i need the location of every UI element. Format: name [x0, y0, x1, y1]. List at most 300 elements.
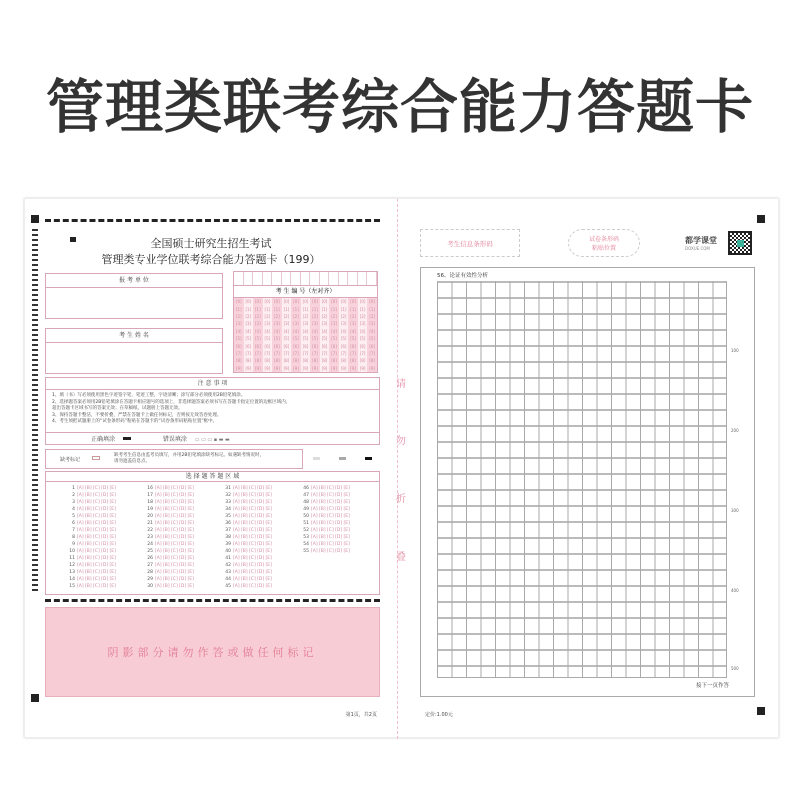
id-digit-bubble[interactable]: [6] [302, 343, 309, 349]
id-digit-bubble[interactable]: [6] [283, 343, 290, 349]
question-number: 42 [225, 563, 231, 568]
question-number: 44 [225, 577, 231, 582]
word-count-marker: 400 [731, 588, 739, 593]
candidate-id-column[interactable] [244, 298, 254, 372]
id-digit-bubble[interactable]: [3] [245, 321, 252, 327]
id-digit-bubble[interactable]: [7] [369, 350, 376, 356]
id-digit-bubble[interactable]: [6] [340, 343, 347, 349]
id-digit-bubble[interactable]: [7] [340, 350, 347, 356]
question-number: 6 [72, 521, 75, 526]
id-digit-bubble[interactable]: [0] [235, 299, 242, 305]
id-digit-bubble[interactable]: [9] [264, 365, 271, 371]
id-digit-bubble[interactable]: [4] [235, 328, 242, 334]
id-digit-bubble[interactable]: [6] [359, 343, 366, 349]
choice-question-row[interactable]: 25 [A] [B] [C] [D] [E] [144, 548, 222, 555]
id-digit-bubble[interactable]: [5] [245, 336, 252, 342]
notice-title: 注 意 事 项 [46, 378, 379, 390]
choice-question-row[interactable]: 33 [A] [B] [C] [D] [E] [222, 499, 300, 506]
candidate-id-column[interactable] [367, 298, 377, 372]
choice-question-row[interactable]: 31 [A] [B] [C] [D] [E] [222, 485, 300, 492]
id-digit-bubble[interactable]: [9] [254, 365, 261, 371]
choice-question-row[interactable]: 10 [A] [B] [C] [D] [E] [66, 548, 144, 555]
id-digit-bubble[interactable]: [4] [312, 328, 318, 334]
choice-question-row[interactable]: 37 [A] [B] [C] [D] [E] [222, 527, 300, 534]
id-digit-bubble[interactable]: [1] [264, 306, 271, 312]
question-number: 32 [225, 493, 231, 498]
id-digit-bubble[interactable]: [7] [283, 350, 290, 356]
id-digit-bubble[interactable]: [1] [283, 306, 290, 312]
question-number: 16 [147, 486, 153, 491]
question-number: 21 [147, 521, 153, 526]
cut-line [45, 599, 380, 602]
id-digit-bubble[interactable]: [0] [293, 299, 299, 305]
id-digit-bubble[interactable]: [8] [235, 358, 242, 364]
id-digit-bubble[interactable]: [5] [293, 336, 299, 342]
choice-question-row[interactable]: 49 [A] [B] [C] [D] [E] [300, 506, 378, 513]
id-digit-bubble[interactable]: [9] [331, 365, 337, 371]
choice-question-row[interactable]: 47 [A] [B] [C] [D] [E] [300, 492, 378, 499]
id-digit-bubble[interactable]: [1] [321, 306, 328, 312]
question-number: 35 [225, 514, 231, 519]
choice-question-row[interactable]: 28 [A] [B] [C] [D] [E] [144, 569, 222, 576]
id-digit-bubble[interactable]: [7] [350, 350, 356, 356]
question-number: 27 [147, 563, 153, 568]
id-digit-bubble[interactable]: [7] [302, 350, 309, 356]
question-number: 25 [147, 549, 153, 554]
id-digit-bubble[interactable]: [6] [331, 343, 337, 349]
choice-question-row[interactable]: 38 [A] [B] [C] [D] [E] [222, 534, 300, 541]
id-digit-bubble[interactable]: [2] [321, 313, 328, 319]
notice-box [45, 377, 380, 445]
id-digit-bubble[interactable]: [9] [274, 365, 280, 371]
choice-column [222, 485, 300, 590]
exam-header-line1: 全国硕士研究生招生考试 [150, 237, 272, 250]
id-digit-bubble[interactable]: [1] [359, 306, 366, 312]
candidate-id-column[interactable] [234, 298, 244, 372]
answer-sheet [24, 198, 779, 738]
id-digit-bubble[interactable]: [2] [359, 313, 366, 319]
page-banner-title: 管理类联考综合能力答题卡 [45, 73, 754, 141]
id-digit-bubble[interactable]: [8] [283, 358, 290, 364]
id-digit-bubble[interactable]: [1] [350, 306, 356, 312]
id-digit-bubble[interactable]: [8] [264, 358, 271, 364]
choice-question-row[interactable]: 34 [A] [B] [C] [D] [E] [222, 506, 300, 513]
question-number: 15 [69, 584, 75, 589]
id-digit-bubble[interactable]: [9] [340, 365, 347, 371]
wrong-fill-label: 错误填涂 [162, 436, 187, 443]
id-digit-bubble[interactable]: [5] [235, 336, 242, 342]
id-digit-bubble[interactable]: [9] [312, 365, 318, 371]
word-count-marker: 300 [731, 508, 739, 513]
absent-mark-instructions: 缺考考生信息由监考员填写，并用2B铅笔填涂缺考标记。如遇缺考情况时，请勿遮盖信息点。 [114, 453, 264, 464]
choice-question-row[interactable]: 16 [A] [B] [C] [D] [E] [144, 485, 222, 492]
id-digit-bubble[interactable]: [4] [293, 328, 299, 334]
choice-question-row[interactable]: 42 [A] [B] [C] [D] [E] [222, 562, 300, 569]
id-digit-bubble[interactable]: [7] [235, 350, 242, 356]
notice-item: 1、填（书）写必须使用黑色字迹签字笔，笔迹工整，字迹清晰；涂写部分必须使用2B铅笔填涂。 [52, 393, 246, 398]
id-digit-bubble[interactable]: [2] [264, 313, 271, 319]
cut-line [45, 219, 380, 222]
id-digit-bubble[interactable]: [9] [369, 365, 376, 371]
choice-question-row[interactable]: 43 [A] [B] [C] [D] [E] [222, 569, 300, 576]
choice-question-row[interactable]: 19 [A] [B] [C] [D] [E] [144, 506, 222, 513]
id-digit-bubble[interactable]: [3] [274, 321, 280, 327]
id-digit-bubble[interactable]: [4] [321, 328, 328, 334]
id-digit-bubble[interactable]: [9] [235, 365, 242, 371]
choice-question-row[interactable]: 18 [A] [B] [C] [D] [E] [144, 499, 222, 506]
question-number: 41 [225, 556, 231, 561]
id-digit-bubble[interactable]: [3] [321, 321, 328, 327]
choice-question-row[interactable]: 46 [A] [B] [C] [D] [E] [300, 485, 378, 492]
question-number: 11 [69, 556, 75, 561]
scan-mark [313, 457, 320, 460]
choice-question-row[interactable]: 7 [A] [B] [C] [D] [E] [66, 527, 144, 534]
choice-question-row[interactable]: 55 [A] [B] [C] [D] [E] [300, 548, 378, 555]
id-digit-bubble[interactable]: [4] [245, 328, 252, 334]
id-digit-bubble[interactable]: [4] [302, 328, 309, 334]
id-digit-bubble[interactable]: [3] [235, 321, 242, 327]
question-number: 29 [147, 577, 153, 582]
candidate-id-bubbles[interactable] [234, 298, 377, 372]
choice-question-row[interactable]: 5 [A] [B] [C] [D] [E] [66, 513, 144, 520]
id-digit-bubble[interactable]: [5] [321, 336, 328, 342]
choice-question-row[interactable]: 35 [A] [B] [C] [D] [E] [222, 513, 300, 520]
id-digit-bubble[interactable]: [4] [264, 328, 271, 334]
candidate-name-label: 考 生 姓 名 [46, 329, 222, 343]
id-digit-bubble[interactable]: [5] [350, 336, 356, 342]
id-digit-bubble[interactable]: [7] [254, 350, 261, 356]
candidate-id-column[interactable] [253, 298, 263, 372]
id-digit-bubble[interactable]: [2] [312, 313, 318, 319]
id-digit-bubble[interactable]: [5] [312, 336, 318, 342]
answer-sheet-page-2 [400, 199, 780, 739]
choice-question-row[interactable]: 27 [A] [B] [C] [D] [E] [144, 562, 222, 569]
choice-question-row[interactable]: 12 [A] [B] [C] [D] [E] [66, 562, 144, 569]
correct-fill-label: 正确填涂 [91, 436, 116, 443]
scan-mark [365, 457, 372, 460]
choice-question-row[interactable]: 6 [A] [B] [C] [D] [E] [66, 520, 144, 527]
question-number: 45 [225, 584, 231, 589]
choice-question-row[interactable]: 23 [A] [B] [C] [D] [E] [144, 534, 222, 541]
choice-question-row[interactable]: 54 [A] [B] [C] [D] [E] [300, 541, 378, 548]
question-number: 26 [147, 556, 153, 561]
id-digit-bubble[interactable]: [2] [274, 313, 280, 319]
choice-question-row[interactable]: 20 [A] [B] [C] [D] [E] [144, 513, 222, 520]
essay-grid[interactable] [437, 281, 727, 678]
choice-question-row[interactable]: 22 [A] [B] [C] [D] [E] [144, 527, 222, 534]
exam-header-line2: 管理类专业学位联考综合能力答题卡（199） [101, 253, 321, 266]
choice-question-row[interactable]: 29 [A] [B] [C] [D] [E] [144, 576, 222, 583]
id-digit-bubble[interactable]: [9] [350, 365, 356, 371]
question-number: 43 [225, 570, 231, 575]
id-digit-bubble[interactable]: [0] [264, 299, 271, 305]
id-digit-bubble[interactable]: [1] [331, 306, 337, 312]
id-digit-bubble[interactable]: [2] [331, 313, 337, 319]
id-digit-bubble[interactable]: [2] [254, 313, 261, 319]
brand-name: 都学课堂 [685, 236, 717, 245]
id-digit-bubble[interactable]: [5] [274, 336, 280, 342]
candidate-id-write-cells[interactable] [234, 272, 377, 286]
candidate-id-column[interactable] [348, 298, 358, 372]
id-digit-bubble[interactable]: [8] [274, 358, 280, 364]
id-digit-bubble[interactable]: [9] [245, 365, 252, 371]
question-number: 36 [225, 521, 231, 526]
id-digit-bubble[interactable]: [1] [274, 306, 280, 312]
multiple-choice-title: 选 择 题 答 题 区 域 [46, 472, 379, 482]
id-digit-bubble[interactable]: [5] [359, 336, 366, 342]
id-digit-bubble[interactable]: [9] [293, 365, 299, 371]
choice-question-row[interactable]: 1 [A] [B] [C] [D] [E] [66, 485, 144, 492]
id-digit-bubble[interactable]: [0] [254, 299, 261, 305]
absent-mark-bubble[interactable] [92, 456, 100, 460]
choice-question-row[interactable]: 2 [A] [B] [C] [D] [E] [66, 492, 144, 499]
candidate-id-column[interactable] [310, 298, 320, 372]
question-number: 33 [225, 500, 231, 505]
candidate-id-column[interactable] [320, 298, 330, 372]
id-digit-bubble[interactable]: [3] [293, 321, 299, 327]
id-digit-bubble[interactable]: [6] [312, 343, 318, 349]
id-digit-bubble[interactable]: [6] [245, 343, 252, 349]
choice-question-row[interactable]: 15 [A] [B] [C] [D] [E] [66, 583, 144, 590]
choice-question-row[interactable]: 30 [A] [B] [C] [D] [E] [144, 583, 222, 590]
id-digit-bubble[interactable]: [4] [369, 328, 376, 334]
id-digit-bubble[interactable]: [2] [340, 313, 347, 319]
id-digit-bubble[interactable]: [0] [331, 299, 337, 305]
question-number: 5 [72, 514, 75, 519]
choice-question-row[interactable]: 17 [A] [B] [C] [D] [E] [144, 492, 222, 499]
question-number: 28 [147, 570, 153, 575]
choice-question-row[interactable]: 39 [A] [B] [C] [D] [E] [222, 541, 300, 548]
question-number: 20 [147, 514, 153, 519]
question-number: 54 [303, 542, 309, 547]
id-digit-bubble[interactable]: [7] [274, 350, 280, 356]
id-digit-bubble[interactable]: [1] [340, 306, 347, 312]
id-digit-bubble[interactable]: [8] [302, 358, 309, 364]
id-digit-bubble[interactable]: [3] [359, 321, 366, 327]
id-digit-bubble[interactable]: [1] [369, 306, 376, 312]
absent-mark-label: 缺考标记 [60, 457, 81, 463]
id-digit-bubble[interactable]: [2] [302, 313, 309, 319]
choice-question-row[interactable]: 40 [A] [B] [C] [D] [E] [222, 548, 300, 555]
id-digit-bubble[interactable]: [6] [350, 343, 356, 349]
candidate-id-column[interactable] [301, 298, 311, 372]
id-digit-bubble[interactable]: [5] [283, 336, 290, 342]
id-digit-bubble[interactable]: [8] [312, 358, 318, 364]
id-digit-bubble[interactable]: [4] [350, 328, 356, 334]
id-digit-bubble[interactable]: [1] [245, 306, 252, 312]
id-digit-bubble[interactable]: [4] [274, 328, 280, 334]
id-digit-bubble[interactable]: [4] [340, 328, 347, 334]
choice-question-row[interactable]: 48 [A] [B] [C] [D] [E] [300, 499, 378, 506]
id-digit-bubble[interactable]: [3] [302, 321, 309, 327]
id-digit-bubble[interactable]: [7] [293, 350, 299, 356]
choice-question-row[interactable]: 53 [A] [B] [C] [D] [E] [300, 534, 378, 541]
id-digit-bubble[interactable]: [0] [321, 299, 328, 305]
id-digit-bubble[interactable]: [0] [369, 299, 376, 305]
choice-question-row[interactable]: 36 [A] [B] [C] [D] [E] [222, 520, 300, 527]
question-number: 18 [147, 500, 153, 505]
id-digit-bubble[interactable]: [1] [293, 306, 299, 312]
id-digit-bubble[interactable]: [9] [283, 365, 290, 371]
choice-question-row[interactable]: 8 [A] [B] [C] [D] [E] [66, 534, 144, 541]
candidate-id-column[interactable] [358, 298, 368, 372]
fold-label: 叠 [396, 552, 406, 563]
id-digit-bubble[interactable]: [6] [369, 343, 376, 349]
id-digit-bubble[interactable]: [5] [264, 336, 271, 342]
shaded-no-mark-area: 阴影部分请勿作答或做任何标记 [45, 607, 380, 697]
id-digit-bubble[interactable]: [0] [302, 299, 309, 305]
id-digit-bubble[interactable]: [6] [321, 343, 328, 349]
candidate-id-column[interactable] [272, 298, 282, 372]
question-number: 22 [147, 528, 153, 533]
id-digit-bubble[interactable]: [8] [369, 358, 376, 364]
id-digit-bubble[interactable]: [0] [312, 299, 318, 305]
id-digit-bubble[interactable]: [7] [312, 350, 318, 356]
choice-column [144, 485, 222, 590]
id-digit-bubble[interactable]: [4] [331, 328, 337, 334]
id-digit-bubble[interactable]: [7] [331, 350, 337, 356]
id-digit-bubble[interactable]: [0] [350, 299, 356, 305]
choice-question-row[interactable]: 21 [A] [B] [C] [D] [E] [144, 520, 222, 527]
candidate-name-box[interactable] [45, 328, 223, 374]
registration-mark [31, 215, 39, 223]
choice-question-row[interactable]: 13 [A] [B] [C] [D] [E] [66, 569, 144, 576]
id-digit-bubble[interactable]: [1] [235, 306, 242, 312]
id-digit-bubble[interactable]: [0] [340, 299, 347, 305]
answer-sheet-page-1 [25, 199, 397, 739]
id-digit-bubble[interactable]: [9] [359, 365, 366, 371]
question-number: 1 [72, 486, 75, 491]
question-number: 53 [303, 535, 309, 540]
choice-question-row[interactable]: 44 [A] [B] [C] [D] [E] [222, 576, 300, 583]
id-digit-bubble[interactable]: [5] [254, 336, 261, 342]
id-digit-bubble[interactable]: [5] [302, 336, 309, 342]
id-digit-bubble[interactable]: [3] [283, 321, 290, 327]
id-digit-bubble[interactable]: [8] [254, 358, 261, 364]
question-number: 14 [69, 577, 75, 582]
id-digit-bubble[interactable]: [2] [283, 313, 290, 319]
choice-question-row[interactable]: 9 [A] [B] [C] [D] [E] [66, 541, 144, 548]
multiple-choice-area[interactable] [45, 471, 380, 595]
candidate-id-column[interactable] [282, 298, 292, 372]
id-digit-bubble[interactable]: [4] [359, 328, 366, 334]
question-number: 8 [72, 535, 75, 540]
exam-unit-box[interactable] [45, 273, 223, 319]
registration-mark [757, 215, 765, 223]
choice-question-row[interactable]: 26 [A] [B] [C] [D] [E] [144, 555, 222, 562]
id-digit-bubble[interactable]: [2] [350, 313, 356, 319]
id-digit-bubble[interactable]: [9] [302, 365, 309, 371]
id-digit-bubble[interactable]: [7] [321, 350, 328, 356]
id-digit-bubble[interactable]: [8] [321, 358, 328, 364]
word-count-marker: 200 [731, 428, 739, 433]
choice-question-row[interactable]: 41 [A] [B] [C] [D] [E] [222, 555, 300, 562]
choice-question-row[interactable]: 50 [A] [B] [C] [D] [E] [300, 513, 378, 520]
candidate-id-column[interactable] [291, 298, 301, 372]
id-digit-bubble[interactable]: [8] [350, 358, 356, 364]
choice-question-row[interactable]: 24 [A] [B] [C] [D] [E] [144, 541, 222, 548]
qr-code-icon [728, 231, 752, 255]
id-digit-bubble[interactable]: [2] [293, 313, 299, 319]
id-digit-bubble[interactable]: [9] [321, 365, 328, 371]
question-number: 55 [303, 549, 309, 554]
id-digit-bubble[interactable]: [0] [359, 299, 366, 305]
multiple-choice-columns[interactable] [46, 482, 379, 590]
id-digit-bubble[interactable]: [0] [245, 299, 252, 305]
question-number: 51 [303, 521, 309, 526]
id-digit-bubble[interactable]: [0] [274, 299, 280, 305]
notice-item: 3、保持答题卡整洁，不要折叠，严禁在答题卡上做任何标记，否则按无效答卷处理。 [52, 412, 222, 418]
id-digit-bubble[interactable]: [3] [264, 321, 271, 327]
choice-question-row[interactable]: 11 [A] [B] [C] [D] [E] [66, 555, 144, 562]
word-count-marker: 500 [731, 666, 739, 671]
candidate-id-grid[interactable] [233, 271, 378, 373]
question-number: 19 [147, 507, 153, 512]
question-number: 37 [225, 528, 231, 533]
question-number: 50 [303, 514, 309, 519]
id-digit-bubble[interactable]: [6] [274, 343, 280, 349]
id-digit-bubble[interactable]: [2] [369, 313, 376, 319]
id-digit-bubble[interactable]: [7] [264, 350, 271, 356]
id-digit-bubble[interactable]: [7] [359, 350, 366, 356]
choice-question-row[interactable]: 45 [A] [B] [C] [D] [E] [222, 583, 300, 590]
id-digit-bubble[interactable]: [8] [340, 358, 347, 364]
choice-question-row[interactable]: 14 [A] [B] [C] [D] [E] [66, 576, 144, 583]
id-digit-bubble[interactable]: [8] [293, 358, 299, 364]
id-digit-bubble[interactable]: [1] [312, 306, 318, 312]
exam-unit-label: 报 考 单 位 [46, 274, 222, 288]
id-digit-bubble[interactable]: [6] [235, 343, 242, 349]
choice-question-row[interactable]: 4 [A] [B] [C] [D] [E] [66, 506, 144, 513]
id-digit-bubble[interactable]: [5] [369, 336, 376, 342]
essay-answer-box[interactable] [420, 267, 755, 697]
candidate-id-column[interactable] [263, 298, 273, 372]
id-digit-bubble[interactable]: [6] [264, 343, 271, 349]
choice-question-row[interactable]: 3 [A] [B] [C] [D] [E] [66, 499, 144, 506]
id-digit-bubble[interactable]: [3] [340, 321, 347, 327]
id-digit-bubble[interactable]: [2] [245, 313, 252, 319]
id-digit-bubble[interactable]: [2] [235, 313, 242, 319]
choice-question-row[interactable]: 52 [A] [B] [C] [D] [E] [300, 527, 378, 534]
id-digit-bubble[interactable]: [1] [254, 306, 261, 312]
choice-question-row[interactable]: 51 [A] [B] [C] [D] [E] [300, 520, 378, 527]
correct-fill-sample [123, 437, 131, 440]
brand-logo [685, 235, 717, 251]
id-digit-bubble[interactable]: [5] [340, 336, 347, 342]
id-digit-bubble[interactable]: [4] [254, 328, 261, 334]
question-number: 46 [303, 486, 309, 491]
id-digit-bubble[interactable]: [4] [283, 328, 290, 334]
id-digit-bubble[interactable]: [3] [312, 321, 318, 327]
id-digit-bubble[interactable]: [8] [359, 358, 366, 364]
candidate-id-column[interactable] [339, 298, 349, 372]
id-digit-bubble[interactable]: [3] [254, 321, 261, 327]
id-digit-bubble[interactable]: [6] [293, 343, 299, 349]
id-digit-bubble[interactable]: [6] [254, 343, 261, 349]
id-digit-bubble[interactable]: [0] [283, 299, 290, 305]
id-digit-bubble[interactable]: [3] [331, 321, 337, 327]
id-digit-bubble[interactable]: [8] [331, 358, 337, 364]
id-digit-bubble[interactable]: [3] [369, 321, 376, 327]
candidate-id-column[interactable] [329, 298, 339, 372]
id-digit-bubble[interactable]: [1] [302, 306, 309, 312]
choice-question-row[interactable]: 32 [A] [B] [C] [D] [E] [222, 492, 300, 499]
id-digit-bubble[interactable]: [3] [350, 321, 356, 327]
id-digit-bubble[interactable]: [8] [245, 358, 252, 364]
id-digit-bubble[interactable]: [5] [331, 336, 337, 342]
id-digit-bubble[interactable]: [7] [245, 350, 252, 356]
candidate-id-label: 考 生 编 号（左对齐） [234, 286, 377, 298]
